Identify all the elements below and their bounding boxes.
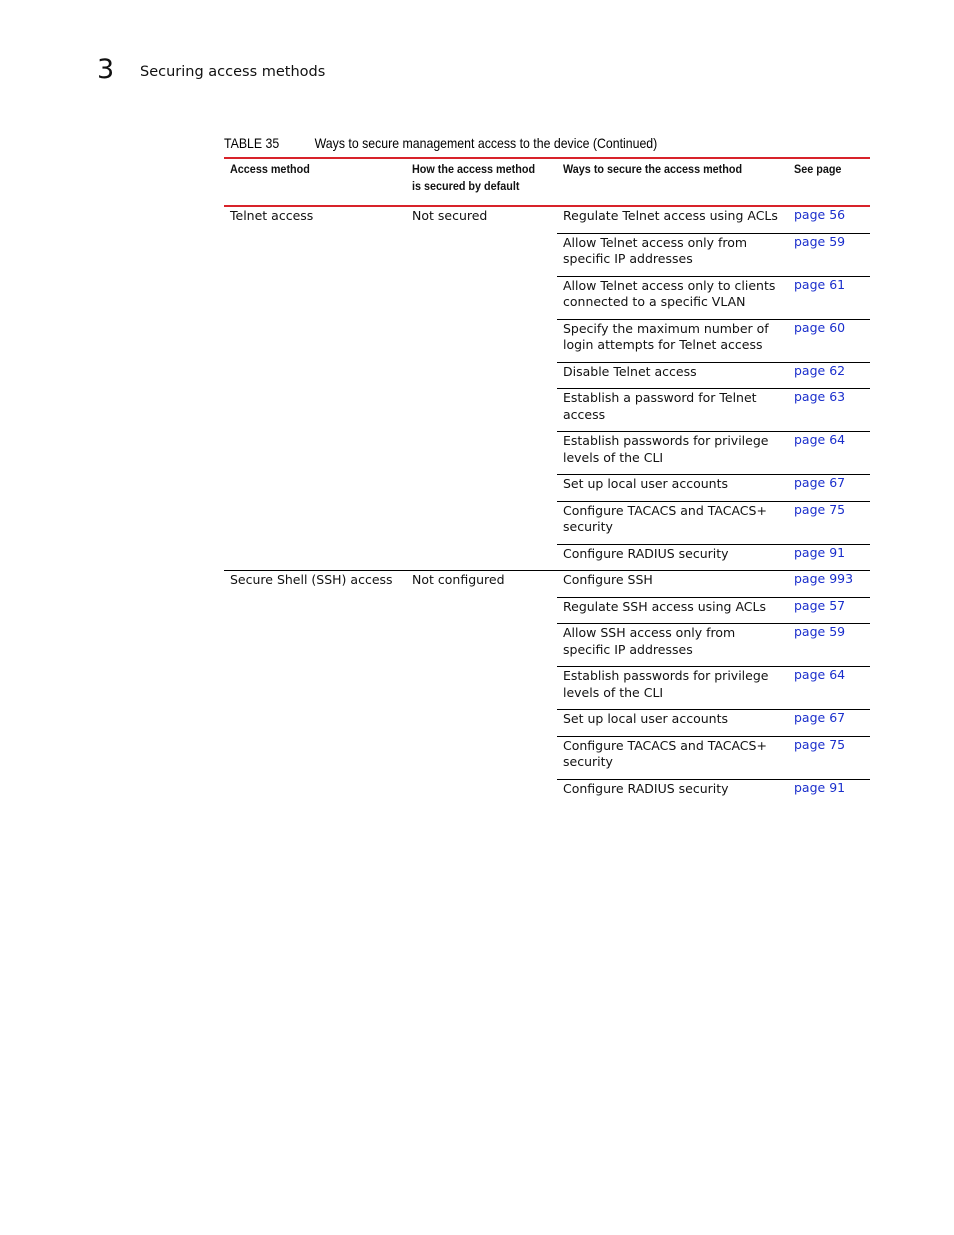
default-security-cell: Not secured: [412, 208, 488, 223]
secure-method-cell: Regulate SSH access using ACLs: [563, 598, 766, 614]
group-methods: [557, 571, 870, 805]
see-page-link[interactable]: page 57: [794, 597, 846, 613]
secure-method-cell: Allow SSH access only from specific IP addresses: [563, 625, 736, 657]
secure-method-cell: Establish a password for Telnet access: [563, 390, 757, 422]
table-row: [557, 571, 870, 597]
see-page-link[interactable]: page 64: [794, 667, 846, 682]
secure-method-cell: Regulate Telnet access using ACLs: [563, 208, 778, 223]
secure-method-cell: Set up local user accounts: [563, 711, 728, 726]
column-header-ways-to-secure: Ways to secure the access method: [563, 162, 743, 176]
column-header-see-page: See page: [794, 162, 842, 176]
secure-method-cell: Disable Telnet access: [563, 363, 697, 379]
table-row: [557, 207, 870, 233]
secure-method-cell: Establish passwords for privilege levels of the CLI: [563, 433, 769, 465]
see-page-link[interactable]: page 64: [794, 432, 846, 447]
table-row: [557, 319, 870, 362]
secure-method-cell: Configure RADIUS security: [563, 545, 729, 561]
see-page-link[interactable]: page 61: [794, 276, 846, 292]
default-security-cell: Not configured: [412, 572, 505, 587]
table-caption-number: TABLE 35: [224, 135, 280, 151]
table-row: [557, 501, 870, 544]
group-left-cells: [224, 207, 557, 570]
access-method-cell: Telnet access: [230, 208, 314, 223]
see-page-link[interactable]: page 59: [794, 624, 846, 639]
table-row: [557, 276, 870, 319]
group-left-cells: [224, 571, 557, 805]
access-methods-table: [224, 157, 870, 805]
table-row: [557, 544, 870, 571]
see-page-link[interactable]: page 67: [794, 475, 846, 490]
secure-method-cell: Configure RADIUS security: [563, 780, 729, 796]
access-method-cell: Secure Shell (SSH) access: [230, 572, 393, 587]
see-page-link[interactable]: page 62: [794, 362, 846, 378]
secure-method-cell: Establish passwords for privilege levels of the CLI: [563, 668, 769, 700]
group-methods: [557, 207, 870, 570]
see-page-link[interactable]: page 75: [794, 736, 846, 752]
see-page-link[interactable]: page 56: [794, 207, 846, 222]
see-page-link[interactable]: page 993: [794, 571, 854, 586]
column-header-default-security: How the access method is secured by default: [412, 162, 536, 193]
table-row: [557, 431, 870, 474]
secure-method-cell: Allow Telnet access only to clients connected to a specific VLAN: [563, 277, 776, 309]
table-row: [557, 233, 870, 276]
see-page-link[interactable]: page 91: [794, 779, 846, 795]
see-page-link[interactable]: page 63: [794, 389, 846, 404]
table-row: [557, 709, 870, 736]
see-page-link[interactable]: page 91: [794, 544, 846, 560]
table-row: [557, 736, 870, 779]
table-caption: [224, 135, 792, 151]
table-group: [224, 207, 870, 570]
secure-method-cell: Set up local user accounts: [563, 476, 728, 491]
see-page-link[interactable]: page 75: [794, 501, 846, 517]
table-row: [557, 779, 870, 806]
see-page-link[interactable]: page 60: [794, 319, 846, 335]
secure-method-cell: Configure SSH: [563, 572, 653, 587]
see-page-link[interactable]: page 67: [794, 710, 846, 725]
chapter-number: 3: [97, 54, 115, 85]
see-page-link[interactable]: page 59: [794, 233, 846, 249]
table-body: [224, 207, 870, 805]
table-group: [224, 570, 870, 805]
chapter-title: Securing access methods: [140, 64, 326, 80]
table-row: [557, 474, 870, 501]
table-row: [557, 597, 870, 624]
table-row: [557, 362, 870, 389]
secure-method-cell: Configure TACACS and TACACS+ security: [563, 737, 767, 769]
table-row: [557, 388, 870, 431]
table-caption-title: Ways to secure management access to the device (Continued): [314, 135, 658, 151]
secure-method-cell: Specify the maximum number of login attempts for Telnet access: [563, 320, 769, 352]
secure-method-cell: Configure TACACS and TACACS+ security: [563, 502, 767, 534]
table-header-row: [224, 159, 870, 207]
table-row: [557, 623, 870, 666]
table-row: [557, 666, 870, 709]
column-header-access-method: Access method: [230, 162, 310, 176]
secure-method-cell: Allow Telnet access only from specific IP addresses: [563, 234, 748, 266]
